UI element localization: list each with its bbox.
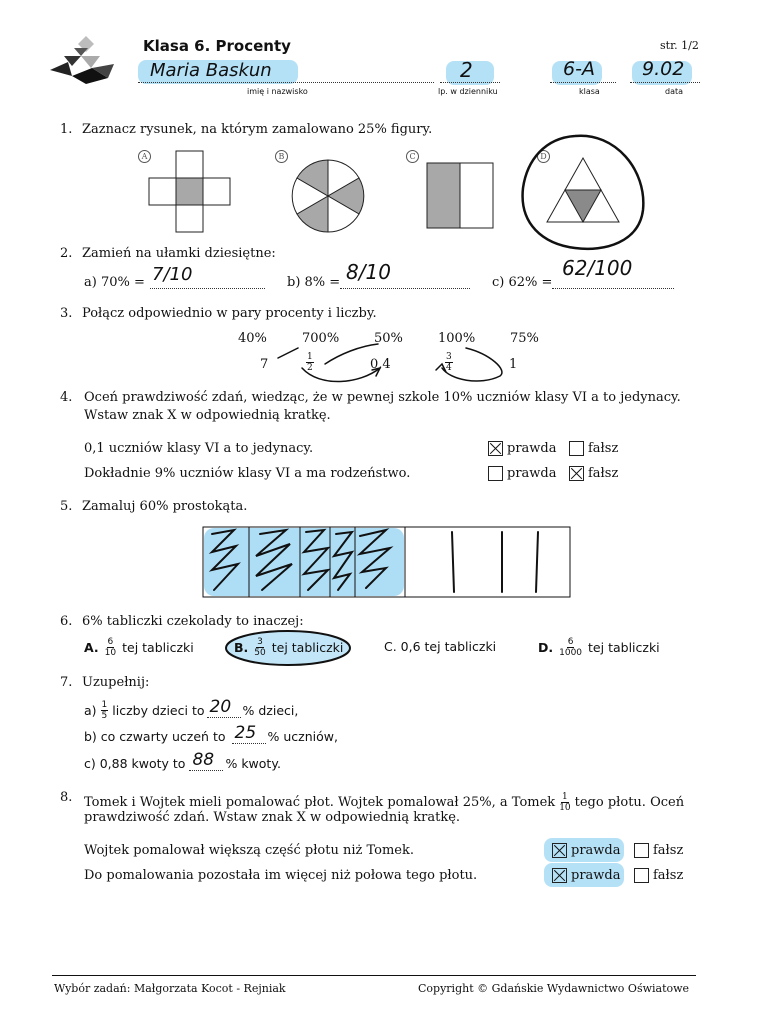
date-label: data [665,87,684,96]
q6-option-b[interactable]: B. $\frac{3}{50}$ tej tabliczki [234,637,344,658]
q2-number: 2. [60,246,73,261]
q3-percent-50[interactable]: 50% [374,331,403,346]
q3-handwritten-lines [230,340,550,390]
date-value: 9.02 [642,58,685,80]
q2b-answer: 8/10 [346,260,391,284]
q8-statement-1: Wojtek pomalował większą część płotu niż Tomek. [84,843,414,858]
q1-figure-c-rectangle[interactable] [426,162,496,230]
q4-number: 4. [60,390,73,405]
q1-text: Zaznacz rysunek, na którym zamalowano 25% figury. [82,122,433,137]
q8-s2-false-checkbox[interactable] [634,868,649,883]
q5-text: Zamaluj 60% prostokąta. [82,499,248,514]
q6-option-a[interactable]: A. $\frac{6}{10}$ tej tabliczki [84,637,194,658]
q4-s1-true-checkbox[interactable] [488,441,503,456]
q4-text-line1: Oceń prawdziwość zdań, wiedząc, że w pewnej szkole 10% uczniów klasy VI a to jedynacy. [84,390,681,405]
q1-option-b-label: B [275,150,288,163]
q7b-answer: 25 [234,723,257,743]
q7b-row: b) co czwarty uczeń to 25 % uczniów, [84,723,338,744]
page-number: str. 1/2 [660,39,699,52]
q4-s1-false-checkbox[interactable] [569,441,584,456]
q6-number: 6. [60,614,73,629]
page-title: Klasa 6. Procenty [143,37,291,55]
q4-statement-2: Dokładnie 9% uczniów klasy VI a ma rodzeństwo. [84,466,411,481]
q2a-answer: 7/10 [152,264,193,285]
q3-percent-100[interactable]: 100% [438,331,476,346]
q8-s1-false-option[interactable]: fałsz [634,843,683,858]
q3-text: Połącz odpowiednio w pary procenty i liczby. [82,306,377,321]
q1-figure-d-triangle[interactable] [515,130,650,255]
q8-s1-true-option[interactable]: prawda [552,843,621,858]
name-value: Maria Baskun [150,60,272,81]
q1-figure-a-cross[interactable] [148,150,234,236]
q7c-row: c) 0,88 kwoty to 88 % kwoty. [84,750,281,771]
q6-option-c[interactable]: C. 0,6 tej tabliczki [384,639,497,654]
q3-percent-700[interactable]: 700% [302,331,340,346]
q5-number: 5. [60,499,73,514]
q7-number: 7. [60,675,73,690]
name-label: imię i nazwisko [247,87,308,96]
q1-option-c-label: C [406,150,419,163]
q8-s1-true-checkbox[interactable] [552,843,567,858]
q8-s2-true-checkbox[interactable] [552,868,567,883]
q7a-answer: 20 [209,697,232,717]
q3-number-0-4[interactable]: 0,4 [370,357,391,372]
tangram-logo [48,34,118,89]
q2-text: Zamień na ułamki dziesiętne: [82,246,276,261]
q1-option-a-label: A [138,150,151,163]
q7b-answer-field[interactable] [232,723,266,744]
q2a-label: a) 70% = [84,275,145,290]
q3-number-1[interactable]: 1 [509,357,518,372]
q5-rectangle-grid[interactable] [200,522,574,602]
q8-text-line2: prawdziwość zdań. Wstaw znak X w odpowiednią kratkę. [84,810,461,825]
footer-copyright: Copyright © Gdańskie Wydawnictwo Oświatowe [418,982,690,995]
q4-s2-false-checkbox[interactable] [569,466,584,481]
q2c-answer: 62/100 [562,256,633,280]
q8-s1-false-checkbox[interactable] [634,843,649,858]
q3-fraction-three-quarters[interactable]: $\frac{3}{4}$ [446,352,452,373]
q7a-row: a) $\frac{1}{5}$ liczby dzieci to 20 % dzieci, [84,697,299,721]
q7-text: Uzupełnij: [82,675,150,690]
q4-s2-true-checkbox[interactable] [488,466,503,481]
q1-number: 1. [60,122,73,137]
q3-fraction-half[interactable]: $\frac{1}{2}$ [307,352,313,373]
q4-s2-false-option[interactable]: fałsz [569,466,618,481]
q6-option-d[interactable]: D. $\frac{6}{1000}$ tej tabliczki [538,637,660,658]
q8-s2-true-option[interactable]: prawda [552,868,621,883]
q2b-label: b) 8% = [287,275,341,290]
q4-statement-1: 0,1 uczniów klasy VI a to jedynacy. [84,441,314,456]
q8-s2-false-option[interactable]: fałsz [634,868,683,883]
footer-author: Wybór zadań: Małgorzata Kocot - Rejniak [54,982,286,995]
class-label: klasa [579,87,600,96]
q3-percent-75[interactable]: 75% [510,331,539,346]
footer-divider [52,975,696,976]
q7c-answer: 88 [192,750,215,770]
q1-option-d-label: D [537,150,550,163]
q3-number: 3. [60,306,73,321]
q4-text-line2: Wstaw znak X w odpowiednią kratkę. [84,408,331,423]
q4-s1-false-option[interactable]: fałsz [569,441,618,456]
lp-value: 2 [460,58,473,82]
q1-figure-b-circle[interactable] [290,158,366,234]
q8-statement-2: Do pomalowania pozostała im więcej niż połowa tego płotu. [84,868,478,883]
q8-number: 8. [60,790,73,805]
class-value: 6-A [563,58,595,80]
q7c-answer-field[interactable] [189,750,223,771]
q7a-answer-field[interactable] [207,697,241,718]
q8-text-line1: Tomek i Wojtek mieli pomalować płot. Wojtek pomalował 25%, a Tomek $\frac{1}{10}$ tego płotu. Oceń [84,792,685,813]
lp-label: lp. w dzienniku [438,87,498,96]
q4-s2-true-option[interactable]: prawda [488,466,557,481]
q2c-label: c) 62% = [492,275,553,290]
q4-s1-true-option[interactable]: prawda [488,441,557,456]
q3-percent-40[interactable]: 40% [238,331,267,346]
q3-number-7[interactable]: 7 [260,357,269,372]
q6-text: 6% tabliczki czekolady to inaczej: [82,614,304,629]
